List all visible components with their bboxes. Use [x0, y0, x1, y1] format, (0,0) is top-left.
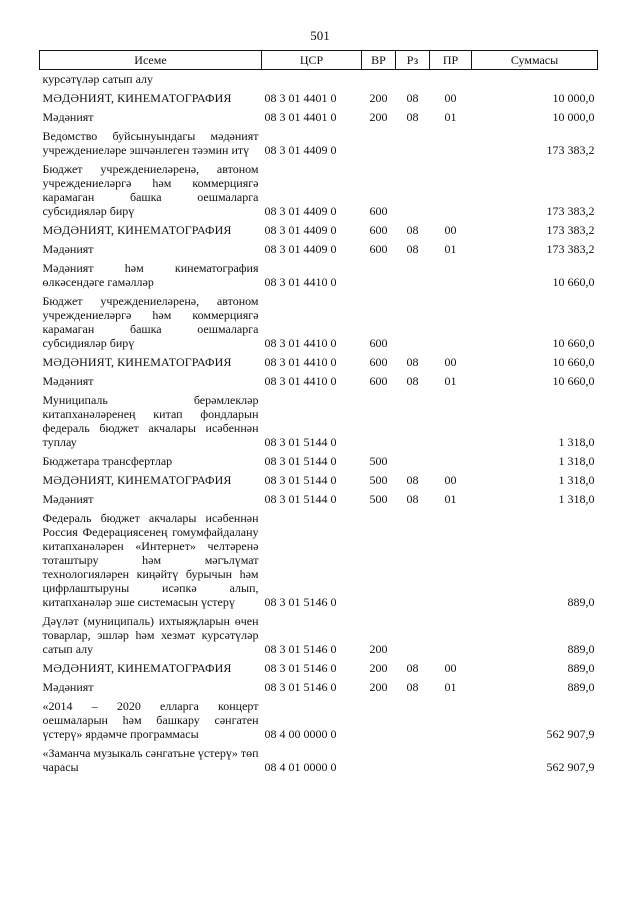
row-name: Бюджет учреждениеләренә, автоном учреждениеләргә һәм коммерциягә карамаган башка оешмаларга субсидияләр бирү	[42, 162, 259, 218]
table-row	[40, 70, 598, 90]
row-vr: 200	[369, 680, 388, 694]
row-name: Мәдәният һәм кинематография өлкәсендәге гамәлләр	[42, 261, 259, 289]
row-pr	[430, 509, 472, 612]
row-sum	[472, 70, 598, 90]
table-row	[40, 612, 598, 659]
row-rz: 08	[406, 110, 419, 124]
budget-table	[39, 50, 598, 777]
row-sum: 173 383,2	[546, 242, 595, 256]
row-csr: 08 3 01 5144 0	[264, 435, 337, 449]
header-vr: ВР	[362, 51, 396, 70]
table-row	[40, 259, 598, 292]
row-rz	[396, 292, 430, 353]
row-pr	[430, 292, 472, 353]
table-row	[40, 372, 598, 391]
row-rz: 08	[406, 91, 419, 105]
row-pr	[430, 452, 472, 471]
row-csr: 08 3 01 4410 0	[264, 355, 337, 369]
row-rz: 08	[406, 355, 419, 369]
row-sum: 889,0	[567, 680, 595, 694]
row-pr: 00	[444, 355, 457, 369]
row-vr: 200	[369, 91, 388, 105]
row-rz	[396, 509, 430, 612]
row-sum: 889,0	[567, 595, 595, 609]
table-row	[40, 744, 598, 777]
row-rz	[396, 452, 430, 471]
row-name: Бюджет учреждениеләренә, автоном учреждениеләргә һәм коммерциягә карамаган башка оешмаларга субсидияләр бирү	[42, 294, 259, 350]
row-csr: 08 3 01 4409 0	[264, 143, 337, 157]
row-csr: 08 3 01 4401 0	[264, 91, 337, 105]
row-vr: 500	[369, 454, 388, 468]
row-rz	[396, 70, 430, 90]
row-rz: 08	[406, 223, 419, 237]
table-row	[40, 221, 598, 240]
row-name: Мәдәният	[42, 680, 94, 694]
row-pr	[430, 697, 472, 744]
table-row	[40, 240, 598, 259]
table-row	[40, 490, 598, 509]
row-csr: 08 3 01 4401 0	[264, 110, 337, 124]
row-sum: 10 660,0	[552, 336, 595, 350]
page-number: 501	[310, 28, 330, 43]
row-name: Федераль бюджет акчалары исәбеннән Россия Федерациясенең гомумфайдалану китапханәләрен «Интернет» челтәренә тоташтыру һәм мәгълүмат технологияләрен киңәйтү бурычын һәм цифрлаштыруны исәпкә алып, китапханәләр эше системасын үстерү	[42, 511, 259, 609]
table-row	[40, 127, 598, 160]
row-rz	[396, 612, 430, 659]
row-vr: 200	[369, 642, 388, 656]
row-sum: 562 907,9	[546, 727, 595, 741]
row-sum: 10 000,0	[552, 91, 595, 105]
row-name: МӘДӘНИЯТ, КИНЕМАТОГРАФИЯ	[42, 91, 232, 105]
row-pr	[430, 391, 472, 452]
table-row	[40, 353, 598, 372]
row-pr: 00	[444, 223, 457, 237]
table-row	[40, 108, 598, 127]
header-sum: Суммасы	[472, 51, 598, 70]
row-vr: 200	[369, 110, 388, 124]
row-sum: 10 660,0	[552, 275, 595, 289]
header-csr: ЦСР	[262, 51, 362, 70]
row-name: Муниципаль берәмлекләр китапханәләренең китап фондларын федераль бюджет акчалары исәбеннән туплау	[42, 393, 259, 449]
row-name: курсәтүләр сатып алу	[42, 72, 154, 86]
row-csr: 08 3 01 5146 0	[264, 642, 337, 656]
row-pr: 00	[444, 661, 457, 675]
row-rz	[396, 697, 430, 744]
row-name: МӘДӘНИЯТ, КИНЕМАТОГРАФИЯ	[42, 473, 232, 487]
row-csr: 08 3 01 5146 0	[264, 595, 337, 609]
row-pr: 01	[444, 492, 457, 506]
row-rz: 08	[406, 661, 419, 675]
row-rz	[396, 259, 430, 292]
row-pr	[430, 70, 472, 90]
row-vr	[362, 70, 396, 90]
row-sum: 173 383,2	[546, 143, 595, 157]
row-name: Бюджетара трансфертлар	[42, 454, 173, 468]
row-sum: 1 318,0	[558, 435, 595, 449]
table-row	[40, 89, 598, 108]
row-csr: 08 3 01 4409 0	[264, 223, 337, 237]
row-name: Мәдәният	[42, 374, 94, 388]
row-sum: 173 383,2	[546, 223, 595, 237]
row-rz: 08	[406, 492, 419, 506]
row-sum: 10 000,0	[552, 110, 595, 124]
row-vr: 600	[369, 374, 388, 388]
table-header-row	[40, 51, 598, 70]
row-rz: 08	[406, 374, 419, 388]
row-pr: 00	[444, 91, 457, 105]
table-row	[40, 678, 598, 697]
row-pr: 01	[444, 110, 457, 124]
row-csr: 08 3 01 4409 0	[264, 242, 337, 256]
row-name: «2014 – 2020 елларга концерт оешмаларын һәм башкару сәнгатен үстерү» ярдәмче программасы	[42, 699, 259, 741]
row-csr: 08 3 01 5144 0	[264, 473, 337, 487]
row-pr	[430, 744, 472, 777]
row-sum: 889,0	[567, 642, 595, 656]
row-csr: 08 3 01 5146 0	[264, 680, 337, 694]
row-csr: 08 3 01 5144 0	[264, 454, 337, 468]
row-pr: 01	[444, 680, 457, 694]
row-rz	[396, 391, 430, 452]
row-csr: 08 3 01 5146 0	[264, 661, 337, 675]
table-row	[40, 509, 598, 612]
row-vr: 200	[369, 661, 388, 675]
row-vr: 600	[369, 242, 388, 256]
row-rz	[396, 160, 430, 221]
row-vr	[362, 259, 396, 292]
table-row	[40, 292, 598, 353]
row-pr	[430, 259, 472, 292]
row-sum: 173 383,2	[546, 204, 595, 218]
row-vr: 600	[369, 223, 388, 237]
row-sum: 1 318,0	[558, 492, 595, 506]
row-vr: 600	[369, 204, 388, 218]
row-pr: 01	[444, 242, 457, 256]
row-pr	[430, 612, 472, 659]
row-csr: 08 3 01 4409 0	[264, 204, 337, 218]
row-vr	[362, 391, 396, 452]
row-name: Ведомство буйсынуындагы мәдәният учреждениеләре эшчәнлеген тәэмин итү	[42, 129, 259, 157]
row-pr: 01	[444, 374, 457, 388]
row-vr	[362, 697, 396, 744]
row-vr	[362, 509, 396, 612]
row-sum: 10 660,0	[552, 374, 595, 388]
row-sum: 10 660,0	[552, 355, 595, 369]
row-csr: 08 4 01 0000 0	[264, 760, 337, 774]
row-csr: 08 3 01 4410 0	[264, 336, 337, 350]
row-name: МӘДӘНИЯТ, КИНЕМАТОГРАФИЯ	[42, 355, 232, 369]
row-pr	[430, 127, 472, 160]
header-rz: Рз	[396, 51, 430, 70]
row-sum: 1 318,0	[558, 454, 595, 468]
header-pr: ПР	[430, 51, 472, 70]
row-sum: 562 907,9	[546, 760, 595, 774]
table-row	[40, 452, 598, 471]
row-rz: 08	[406, 473, 419, 487]
row-vr: 500	[369, 473, 388, 487]
row-csr: 08 4 00 0000 0	[264, 727, 337, 741]
table-row	[40, 471, 598, 490]
row-rz: 08	[406, 680, 419, 694]
row-rz: 08	[406, 242, 419, 256]
row-name: Мәдәният	[42, 242, 94, 256]
row-name: МӘДӘНИЯТ, КИНЕМАТОГРАФИЯ	[42, 223, 232, 237]
header-name: Исеме	[40, 51, 262, 70]
row-csr: 08 3 01 5144 0	[264, 492, 337, 506]
row-sum: 1 318,0	[558, 473, 595, 487]
row-pr: 00	[444, 473, 457, 487]
row-rz	[396, 744, 430, 777]
table-row	[40, 659, 598, 678]
row-vr: 500	[369, 492, 388, 506]
row-name: Дәүләт (муниципаль) ихтыяҗларын өчен товарлар, эшләр һәм хезмәт курсәтүләр сатып алу	[42, 614, 259, 656]
row-name: «Заманча музыкаль сәнгатьне үстерү» төп чарасы	[42, 746, 259, 774]
row-sum: 889,0	[567, 661, 595, 675]
row-name: Мәдәният	[42, 492, 94, 506]
row-csr: 08 3 01 4410 0	[264, 374, 337, 388]
row-rz	[396, 127, 430, 160]
row-name: Мәдәният	[42, 110, 94, 124]
row-vr: 600	[369, 336, 388, 350]
row-csr	[262, 70, 362, 90]
row-name: МӘДӘНИЯТ, КИНЕМАТОГРАФИЯ	[42, 661, 232, 675]
table-row	[40, 697, 598, 744]
row-vr	[362, 127, 396, 160]
row-vr	[362, 744, 396, 777]
row-csr: 08 3 01 4410 0	[264, 275, 337, 289]
row-pr	[430, 160, 472, 221]
table-row	[40, 391, 598, 452]
table-row	[40, 160, 598, 221]
row-vr: 600	[369, 355, 388, 369]
